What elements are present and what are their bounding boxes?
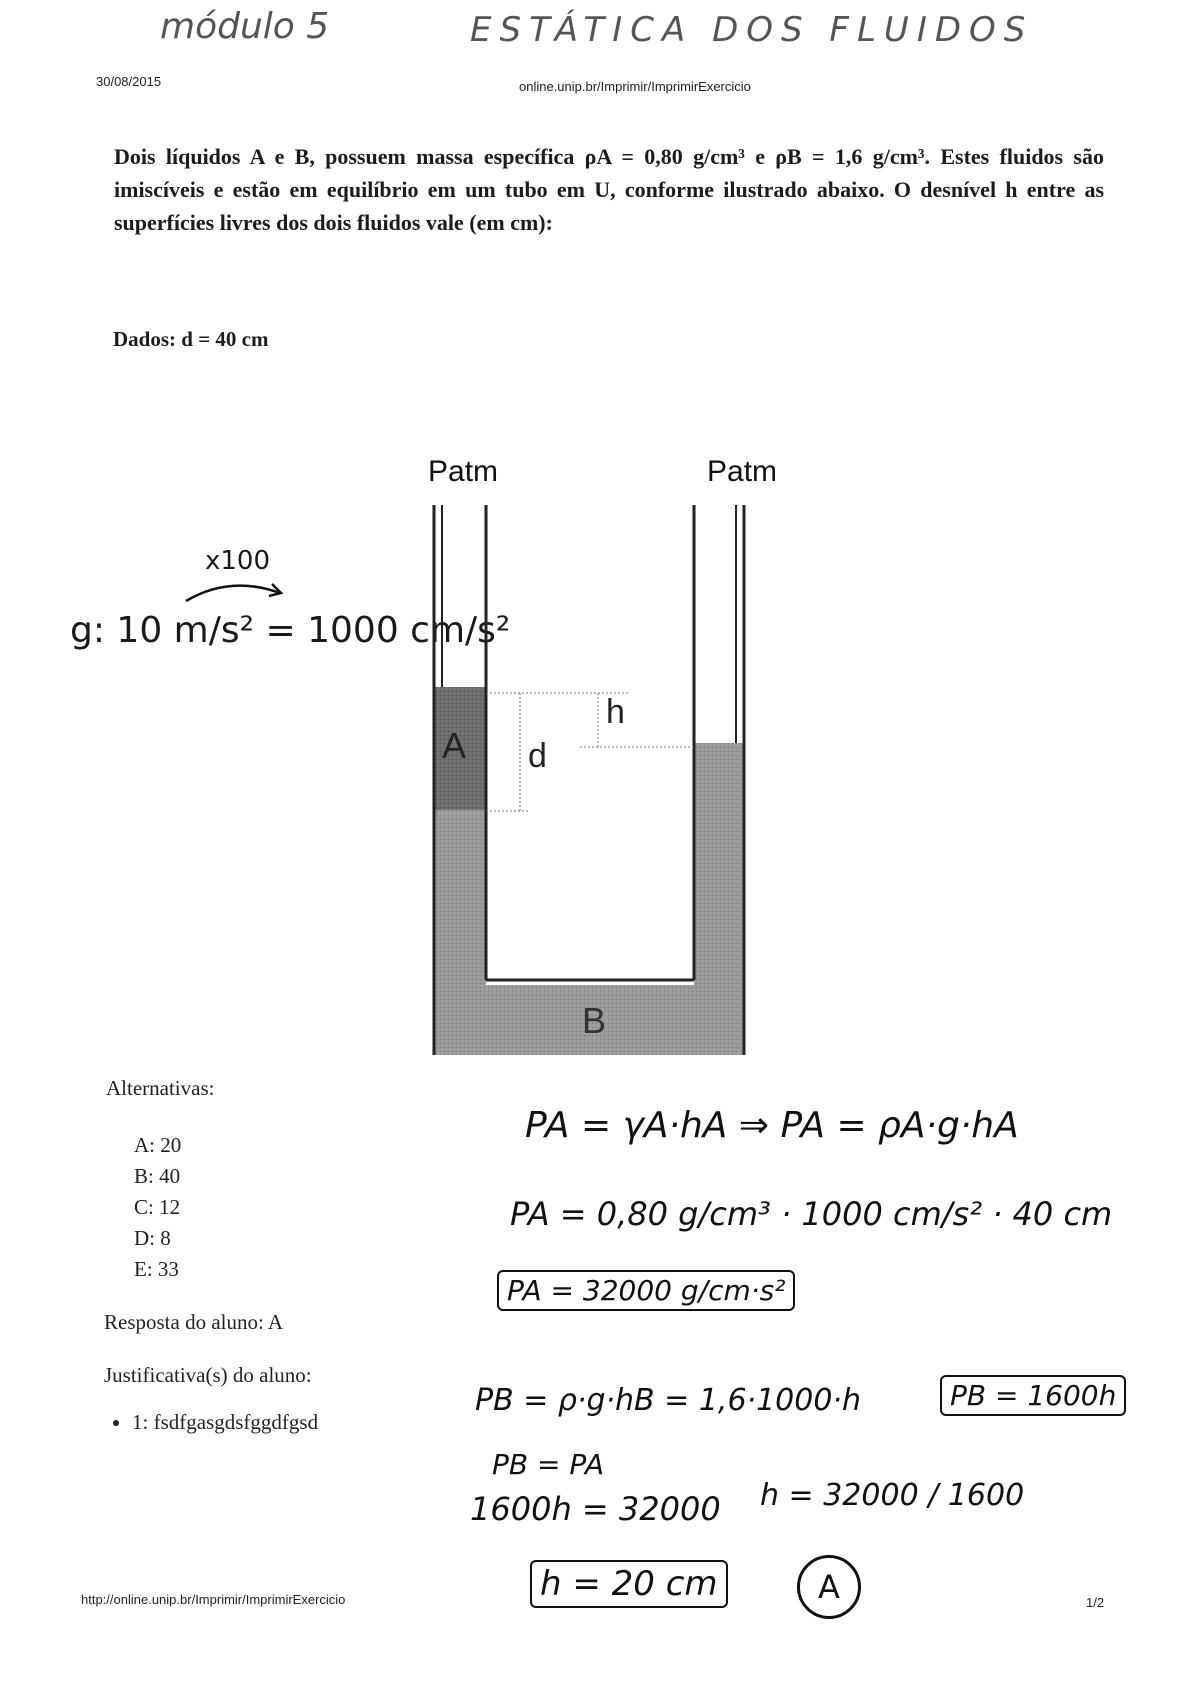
print-date: 30/08/2015 — [96, 74, 162, 89]
d-label: d — [528, 737, 547, 775]
footer-page: 1/2 — [1086, 1595, 1105, 1610]
footer-url: http://online.unip.br/Imprimir/ImprimirExercicio — [81, 1592, 346, 1607]
alternative-item: E: 33 — [134, 1257, 179, 1281]
alternatives-list — [106, 1130, 181, 1285]
solution-line-2: PA = 0,80 g/cm³ · 1000 cm/s² · 40 cm — [510, 1195, 1113, 1233]
patm-right-label: Patm — [707, 455, 778, 488]
final-choice-circle: A — [797, 1555, 861, 1619]
side-note-multiplier: x100 — [205, 546, 271, 576]
solution-line-4: PB = ρ·g·hB = 1,6·1000·h — [475, 1383, 861, 1418]
solution-pb-box: PB = 1600h — [940, 1375, 1126, 1416]
solution-line-1: PA = γA·hA ⇒ PA = ρA·g·hA — [525, 1105, 1019, 1146]
question-data: Dados: d = 40 cm — [113, 327, 269, 351]
fluid-a-label: A — [442, 725, 467, 766]
alternative-item: C: 12 — [134, 1195, 181, 1219]
solution-fraction: h = 32000 / 1600 — [760, 1478, 1025, 1513]
alternatives-title: Alternativas: — [106, 1076, 215, 1100]
side-note-conversion: g: 10 m/s² = 1000 cm/s² — [70, 610, 511, 651]
alternative-item: D: 8 — [134, 1226, 171, 1250]
alternative-item: A: 20 — [134, 1133, 182, 1157]
question-text: Dois líquidos A e B, possuem massa específica ρA = 0,80 g/cm³ e ρB = 1,6 g/cm³. Estes fluidos são imiscíveis e estão em equilíbrio em um tubo em U, conforme ilustrado abaixo. O desnível h entre as superfícies livres dos dois fluidos vale (em cm): — [114, 144, 1104, 235]
u-tube-svg — [420, 455, 780, 1055]
justification-title: Justificativa(s) do aluno: — [104, 1363, 312, 1387]
side-note-arrow — [180, 575, 290, 605]
justification-item: • 1: fsdfgasgdsfggdfgsd — [132, 1410, 318, 1435]
handwritten-topic: ESTÁTICA DOS FLUIDOS — [470, 10, 1034, 50]
h-label: h — [606, 693, 625, 731]
solution-line-5: PB = PA — [492, 1448, 604, 1481]
alternative-item: B: 40 — [134, 1164, 181, 1188]
u-tube-diagram — [420, 455, 780, 1055]
print-url: online.unip.br/Imprimir/ImprimirExercicio — [519, 79, 751, 94]
justification-list — [84, 1410, 318, 1435]
fluid-b-label: B — [582, 1000, 607, 1041]
handwritten-module: módulo 5 — [160, 6, 330, 47]
solution-line-6: 1600h = 32000 — [470, 1490, 721, 1528]
patm-left-label: Patm — [428, 455, 499, 488]
student-answer: Resposta do aluno: A — [104, 1310, 284, 1334]
solution-line-3: PA = 32000 g/cm·s² — [497, 1270, 795, 1311]
solution-final: h = 20 cm — [530, 1560, 728, 1608]
